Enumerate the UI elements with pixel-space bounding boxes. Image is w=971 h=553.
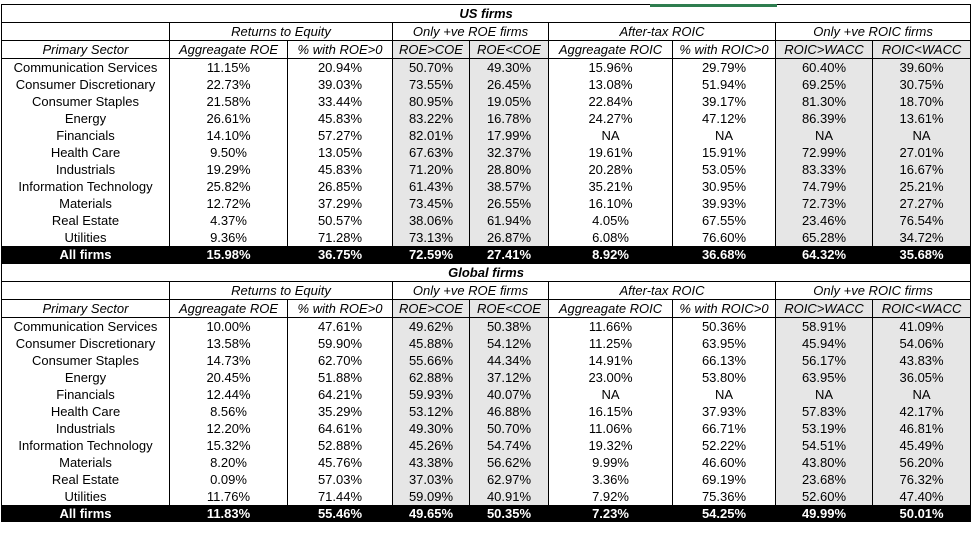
value-cell: 47.61% [288,318,393,336]
sector-name: Communication Services [2,318,170,336]
value-cell: 51.94% [673,76,776,93]
table-row [2,420,971,437]
value-cell: 62.88% [393,369,470,386]
value-cell: 29.79% [673,59,776,77]
sector-name: Communication Services [2,59,170,77]
value-cell: 12.44% [170,386,288,403]
value-cell: 26.55% [470,195,549,212]
value-cell: 7.92% [549,488,673,505]
value-cell: 54.12% [470,335,549,352]
value-cell: 73.45% [393,195,470,212]
value-cell: 72.99% [776,144,873,161]
value-cell: 26.87% [470,229,549,246]
value-cell: 11.15% [170,59,288,77]
us-title-row [2,5,971,23]
sector-name: Information Technology [2,437,170,454]
value-cell: 69.19% [673,471,776,488]
value-cell: 30.95% [673,178,776,195]
value-cell: 23.46% [776,212,873,229]
value-cell: 20.45% [170,369,288,386]
value-cell: 38.06% [393,212,470,229]
value-cell: 13.08% [549,76,673,93]
total-value: 36.68% [673,246,776,264]
value-cell: 46.60% [673,454,776,471]
sector-name: Utilities [2,488,170,505]
total-value: 55.46% [288,505,393,522]
value-cell: 81.30% [776,93,873,110]
value-cell: 0.09% [170,471,288,488]
value-cell: 65.28% [776,229,873,246]
value-cell: 17.99% [470,127,549,144]
column-header: Aggreagate ROE [170,300,288,318]
value-cell: 15.96% [549,59,673,77]
value-cell: 43.83% [873,352,971,369]
value-cell: 25.21% [873,178,971,195]
us-header-row [2,41,971,59]
value-cell: 37.29% [288,195,393,212]
value-cell: NA [873,127,971,144]
group-header: Returns to Equity [170,282,393,300]
table-row [2,403,971,420]
total-value: 36.75% [288,246,393,264]
sector-name: Energy [2,110,170,127]
group-header: Only +ve ROIC firms [776,282,971,300]
value-cell: 22.73% [170,76,288,93]
column-header: ROE>COE [393,300,470,318]
value-cell: 47.12% [673,110,776,127]
value-cell: 60.40% [776,59,873,77]
table-row [2,454,971,471]
value-cell: 45.83% [288,161,393,178]
value-cell: 46.81% [873,420,971,437]
value-cell: 57.27% [288,127,393,144]
value-cell: 64.61% [288,420,393,437]
value-cell: NA [776,127,873,144]
table-row [2,161,971,178]
column-header: % with ROE>0 [288,41,393,59]
total-value: 11.83% [170,505,288,522]
value-cell: 20.94% [288,59,393,77]
value-cell: 13.61% [873,110,971,127]
value-cell: 63.95% [776,369,873,386]
value-cell: 45.26% [393,437,470,454]
value-cell: 27.27% [873,195,971,212]
group-blank [2,282,170,300]
group-header: Returns to Equity [170,23,393,41]
value-cell: 10.00% [170,318,288,336]
value-cell: 61.43% [393,178,470,195]
value-cell: 62.70% [288,352,393,369]
value-cell: 34.72% [873,229,971,246]
total-value: 49.65% [393,505,470,522]
value-cell: 16.10% [549,195,673,212]
sector-name: Industrials [2,161,170,178]
global-total-row [2,505,971,522]
value-cell: 40.91% [470,488,549,505]
global-group-row [2,282,971,300]
value-cell: 61.94% [470,212,549,229]
table-row [2,488,971,505]
global-section-title: Global firms [2,264,971,282]
column-header: Aggreagate ROIC [549,41,673,59]
sector-name: Health Care [2,403,170,420]
value-cell: 8.20% [170,454,288,471]
column-header: ROE<COE [470,41,549,59]
value-cell: 45.94% [776,335,873,352]
sector-name: Materials [2,195,170,212]
value-cell: 37.12% [470,369,549,386]
value-cell: 11.66% [549,318,673,336]
total-value: 72.59% [393,246,470,264]
value-cell: 71.20% [393,161,470,178]
value-cell: 82.01% [393,127,470,144]
sector-name: Financials [2,127,170,144]
value-cell: 19.29% [170,161,288,178]
total-value: 15.98% [170,246,288,264]
table-row [2,229,971,246]
value-cell: NA [776,386,873,403]
column-header: % with ROE>0 [288,300,393,318]
sector-name: Consumer Discretionary [2,76,170,93]
value-cell: 52.88% [288,437,393,454]
table-row [2,178,971,195]
value-cell: 24.27% [549,110,673,127]
value-cell: 45.83% [288,110,393,127]
value-cell: 11.25% [549,335,673,352]
total-value: 35.68% [873,246,971,264]
value-cell: 16.15% [549,403,673,420]
column-header: ROE>COE [393,41,470,59]
value-cell: 80.95% [393,93,470,110]
value-cell: 32.37% [470,144,549,161]
value-cell: 9.50% [170,144,288,161]
value-cell: 27.01% [873,144,971,161]
value-cell: 66.13% [673,352,776,369]
sector-name: Industrials [2,420,170,437]
value-cell: 50.70% [393,59,470,77]
value-cell: 71.28% [288,229,393,246]
value-cell: 26.61% [170,110,288,127]
table-row [2,144,971,161]
total-value: 64.32% [776,246,873,264]
table-row [2,369,971,386]
value-cell: 62.97% [470,471,549,488]
group-header: Only +ve ROE firms [393,282,549,300]
column-header: ROIC<WACC [873,300,971,318]
value-cell: 76.60% [673,229,776,246]
value-cell: 43.38% [393,454,470,471]
value-cell: 11.06% [549,420,673,437]
sector-name: Health Care [2,144,170,161]
table-row [2,437,971,454]
value-cell: 45.88% [393,335,470,352]
value-cell: 44.34% [470,352,549,369]
group-header: After-tax ROIC [549,282,776,300]
value-cell: 26.45% [470,76,549,93]
value-cell: 46.88% [470,403,549,420]
total-value: 50.01% [873,505,971,522]
value-cell: 25.82% [170,178,288,195]
value-cell: 14.91% [549,352,673,369]
value-cell: 19.32% [549,437,673,454]
total-value: 54.25% [673,505,776,522]
value-cell: 72.73% [776,195,873,212]
group-header: Only +ve ROIC firms [776,23,971,41]
value-cell: 42.17% [873,403,971,420]
value-cell: 73.55% [393,76,470,93]
group-blank [2,23,170,41]
value-cell: 18.70% [873,93,971,110]
value-cell: 50.70% [470,420,549,437]
value-cell: 20.28% [549,161,673,178]
returns-table [1,4,971,522]
value-cell: 73.13% [393,229,470,246]
table-row [2,318,971,336]
table-row [2,76,971,93]
value-cell: 83.22% [393,110,470,127]
total-label: All firms [2,505,170,522]
value-cell: 43.80% [776,454,873,471]
table-row [2,195,971,212]
sector-name: Materials [2,454,170,471]
value-cell: 30.75% [873,76,971,93]
value-cell: NA [673,127,776,144]
primary-sector-header: Primary Sector [2,41,170,59]
value-cell: 53.80% [673,369,776,386]
total-label: All firms [2,246,170,264]
value-cell: 19.05% [470,93,549,110]
global-header-row [2,300,971,318]
value-cell: 22.84% [549,93,673,110]
value-cell: 53.05% [673,161,776,178]
value-cell: 39.17% [673,93,776,110]
value-cell: 76.32% [873,471,971,488]
value-cell: 39.60% [873,59,971,77]
value-cell: 8.56% [170,403,288,420]
value-cell: 35.21% [549,178,673,195]
value-cell: 45.76% [288,454,393,471]
table-row [2,59,971,77]
sector-name: Consumer Staples [2,93,170,110]
sector-name: Consumer Discretionary [2,335,170,352]
value-cell: 67.55% [673,212,776,229]
value-cell: 57.83% [776,403,873,420]
column-header: % with ROIC>0 [673,300,776,318]
value-cell: 58.91% [776,318,873,336]
value-cell: 40.07% [470,386,549,403]
value-cell: 23.00% [549,369,673,386]
table-row [2,212,971,229]
value-cell: 26.85% [288,178,393,195]
value-cell: 28.80% [470,161,549,178]
value-cell: 76.54% [873,212,971,229]
sector-name: Energy [2,369,170,386]
value-cell: 56.17% [776,352,873,369]
value-cell: 35.29% [288,403,393,420]
value-cell: 57.03% [288,471,393,488]
column-header: ROE<COE [470,300,549,318]
column-header: Aggreagate ROE [170,41,288,59]
value-cell: 6.08% [549,229,673,246]
value-cell: 59.93% [393,386,470,403]
sector-name: Information Technology [2,178,170,195]
value-cell: 49.62% [393,318,470,336]
value-cell: 50.36% [673,318,776,336]
us-section-title: US firms [2,5,971,23]
sector-name: Consumer Staples [2,352,170,369]
value-cell: 38.57% [470,178,549,195]
value-cell: 59.90% [288,335,393,352]
value-cell: NA [673,386,776,403]
value-cell: 45.49% [873,437,971,454]
value-cell: 16.78% [470,110,549,127]
value-cell: 55.66% [393,352,470,369]
value-cell: 36.05% [873,369,971,386]
total-value: 49.99% [776,505,873,522]
table-row [2,93,971,110]
value-cell: 83.33% [776,161,873,178]
value-cell: 12.72% [170,195,288,212]
value-cell: 37.93% [673,403,776,420]
total-value: 7.23% [549,505,673,522]
column-header: % with ROIC>0 [673,41,776,59]
value-cell: 37.03% [393,471,470,488]
value-cell: 49.30% [393,420,470,437]
value-cell: 75.36% [673,488,776,505]
value-cell: 9.99% [549,454,673,471]
primary-sector-header: Primary Sector [2,300,170,318]
column-header: ROIC>WACC [776,41,873,59]
value-cell: 39.03% [288,76,393,93]
value-cell: NA [873,386,971,403]
value-cell: 12.20% [170,420,288,437]
value-cell: 47.40% [873,488,971,505]
value-cell: 19.61% [549,144,673,161]
value-cell: 50.38% [470,318,549,336]
value-cell: 74.79% [776,178,873,195]
value-cell: 54.74% [470,437,549,454]
value-cell: 4.05% [549,212,673,229]
column-header: Aggreagate ROIC [549,300,673,318]
value-cell: 71.44% [288,488,393,505]
sector-name: Utilities [2,229,170,246]
value-cell: 39.93% [673,195,776,212]
value-cell: 41.09% [873,318,971,336]
value-cell: 11.76% [170,488,288,505]
total-value: 27.41% [470,246,549,264]
value-cell: 50.57% [288,212,393,229]
group-header: After-tax ROIC [549,23,776,41]
sector-name: Real Estate [2,471,170,488]
value-cell: 15.32% [170,437,288,454]
value-cell: 9.36% [170,229,288,246]
value-cell: 51.88% [288,369,393,386]
column-header: ROIC<WACC [873,41,971,59]
value-cell: 67.63% [393,144,470,161]
value-cell: 53.12% [393,403,470,420]
value-cell: 16.67% [873,161,971,178]
value-cell: 56.62% [470,454,549,471]
table-row [2,127,971,144]
us-group-row [2,23,971,41]
value-cell: 4.37% [170,212,288,229]
total-value: 50.35% [470,505,549,522]
sheet-accent-bar [650,4,777,7]
table-row [2,335,971,352]
value-cell: 15.91% [673,144,776,161]
us-total-row [2,246,971,264]
group-header: Only +ve ROE firms [393,23,549,41]
value-cell: 52.22% [673,437,776,454]
global-title-row [2,264,971,282]
value-cell: 69.25% [776,76,873,93]
value-cell: 63.95% [673,335,776,352]
value-cell: 86.39% [776,110,873,127]
value-cell: 14.73% [170,352,288,369]
table-row [2,352,971,369]
sector-name: Real Estate [2,212,170,229]
table-row [2,110,971,127]
value-cell: 54.51% [776,437,873,454]
value-cell: 21.58% [170,93,288,110]
value-cell: 14.10% [170,127,288,144]
value-cell: 49.30% [470,59,549,77]
total-value: 8.92% [549,246,673,264]
value-cell: 23.68% [776,471,873,488]
value-cell: 56.20% [873,454,971,471]
table-row [2,471,971,488]
table-row [2,386,971,403]
value-cell: 13.05% [288,144,393,161]
value-cell: 3.36% [549,471,673,488]
value-cell: 52.60% [776,488,873,505]
value-cell: 53.19% [776,420,873,437]
value-cell: 54.06% [873,335,971,352]
value-cell: 59.09% [393,488,470,505]
value-cell: 33.44% [288,93,393,110]
column-header: ROIC>WACC [776,300,873,318]
value-cell: NA [549,127,673,144]
sector-name: Financials [2,386,170,403]
value-cell: NA [549,386,673,403]
value-cell: 13.58% [170,335,288,352]
value-cell: 66.71% [673,420,776,437]
value-cell: 64.21% [288,386,393,403]
